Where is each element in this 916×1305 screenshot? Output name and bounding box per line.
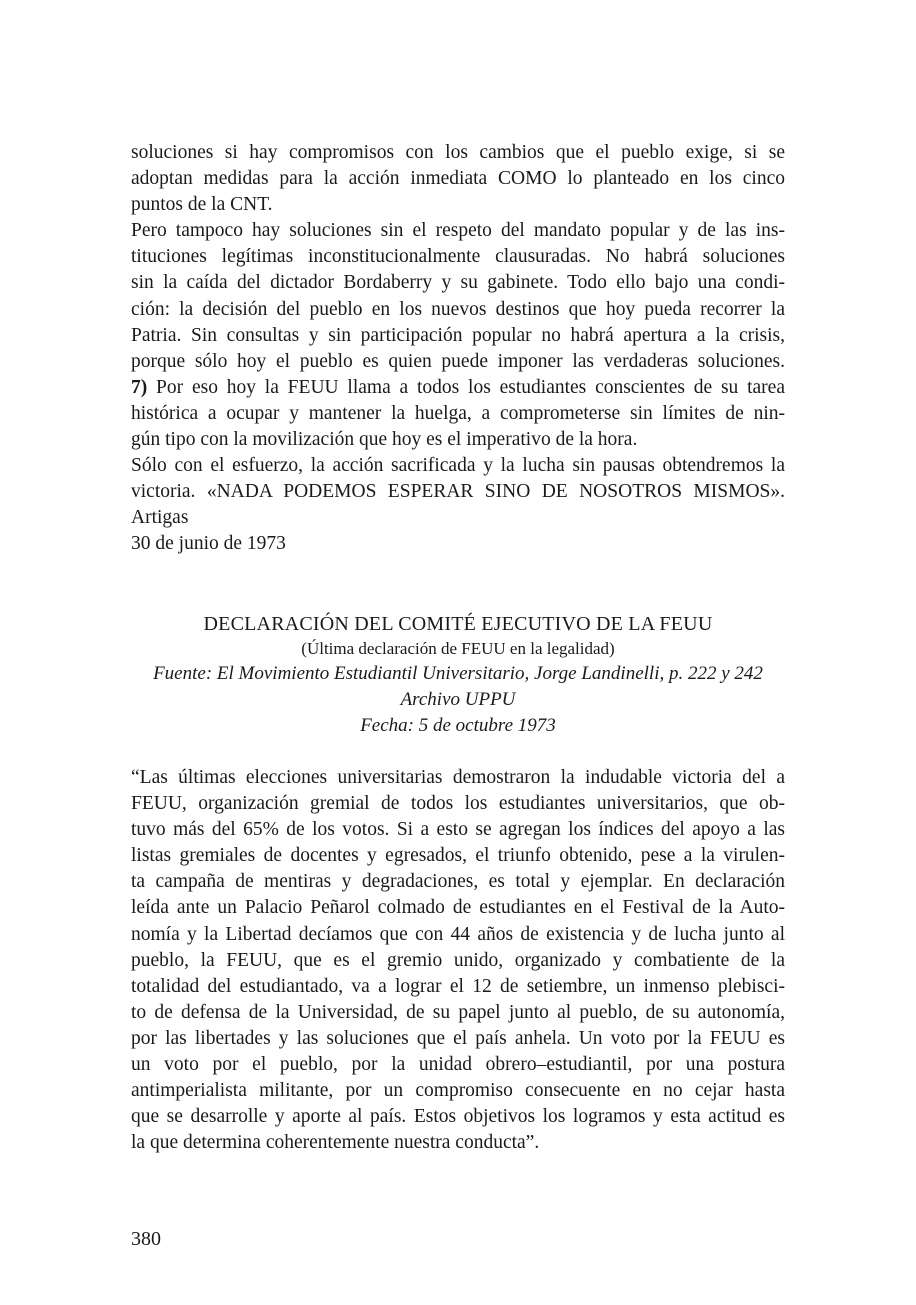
heading-source: Fuente: El Movimiento Estudiantil Universitario, Jorge Landinelli, p. 222 y 242 (153, 663, 763, 684)
quote-line: listas gremiales de docentes y egresados, el triunfo obtenido, pese a la virulen- (131, 845, 785, 867)
quote-line: por las libertades y las soluciones que el país anhela. Un voto por la FEUU es (131, 1027, 785, 1049)
text-line: Pero tampoco hay soluciones sin el respeto del mandato popular y de las ins- (131, 220, 785, 242)
text-line: tituciones legítimas inconstitucionalmente clausuradas. No habrá soluciones (131, 246, 785, 268)
quote-line: que se desarrolle y aporte al país. Estos objetivos los logramos y esta actitud es (131, 1106, 785, 1128)
text-line: puntos de la CNT. (131, 194, 273, 216)
date: 30 de junio de 1973 (131, 533, 286, 555)
quote-section (131, 765, 785, 1156)
heading-archive: Archivo UPPU (400, 689, 516, 710)
quote-line: pueblo, la FEUU, que es el gremio unido, organizado y combatiente de la (131, 949, 785, 971)
heading-title: DECLARACIÓN DEL COMITÉ EJECUTIVO DE LA FEUU (203, 613, 713, 635)
text-line: porque sólo hoy el pueblo es quien puede imponer las verdaderas soluciones. (131, 350, 785, 372)
quote-line: “Las últimas elecciones universitarias demostraron la indudable victoria del a (131, 767, 785, 788)
heading-date: Fecha: 5 de octubre 1973 (360, 715, 556, 736)
heading-subtitle: (Última declaración de FEUU en la legalidad) (301, 639, 615, 658)
text-line: soluciones si hay compromisos con los cambios que el pueblo exige, si se (131, 142, 785, 163)
quote-line: FEUU, organización gremial de todos los estudiantes universitarios, que ob- (131, 793, 785, 815)
point-7-line (131, 375, 785, 401)
quote-line: to de defensa de la Universidad, de su papel junto al pueblo, de su autonomía, (131, 1001, 785, 1023)
quote-line: leída ante un Palacio Peñarol colmado de estudiantes en el Festival de la Auto- (131, 897, 785, 919)
quote-line: ta campaña de mentiras y degradaciones, es total y ejemplar. En declaración (131, 871, 785, 893)
text-line: adoptan medidas para la acción inmediata COMO lo planteado en los cinco (131, 168, 785, 190)
quote-line: totalidad del estudiantado, va a lograr el 12 de setiembre, un inmenso plebisci- (131, 975, 785, 997)
quote-line: tuvo más del 65% de los votos. Si a esto se agregan los índices del apoyo a las (131, 819, 785, 841)
text-line: Sólo con el esfuerzo, la acción sacrificada y la lucha sin pausas obtendremos la (131, 455, 785, 477)
quote-line: nomía y la Libertad decíamos que con 44 años de existencia y de lucha junto al (131, 923, 785, 945)
text-line: gún tipo con la movilización que hoy es el imperativo de la hora. (131, 429, 638, 451)
point-number: 7) (131, 376, 148, 398)
section-heading (131, 611, 785, 739)
top-section (131, 140, 785, 558)
text-line: Por eso hoy la FEUU llama a todos los estudiantes conscientes de su tarea (147, 376, 785, 398)
quote-line: antimperialista militante, por un compromiso consecuente en no cejar hasta (131, 1080, 785, 1102)
text-line: ción: la decisión del pueblo en los nuevos destinos que hoy pueda recorrer la (131, 298, 785, 320)
quote-line: un voto por el pueblo, por la unidad obrero–estudiantil, por una postura (131, 1054, 785, 1076)
quote-line: la que determina coherentemente nuestra conducta”. (131, 1132, 540, 1154)
signature: Artigas (131, 507, 189, 529)
text-line: sin la caída del dictador Bordaberry y su gabinete. Todo ello bajo una condi- (131, 272, 785, 294)
text-line: Patria. Sin consultas y sin participación popular no habrá apertura a la crisis, (131, 324, 785, 346)
text-line: victoria. «NADA PODEMOS ESPERAR SINO DE NOSOTROS MISMOS». (131, 481, 785, 503)
text-line: histórica a ocupar y mantener la huelga, a comprometerse sin límites de nin- (131, 402, 785, 424)
page-number: 380 (131, 1228, 161, 1250)
